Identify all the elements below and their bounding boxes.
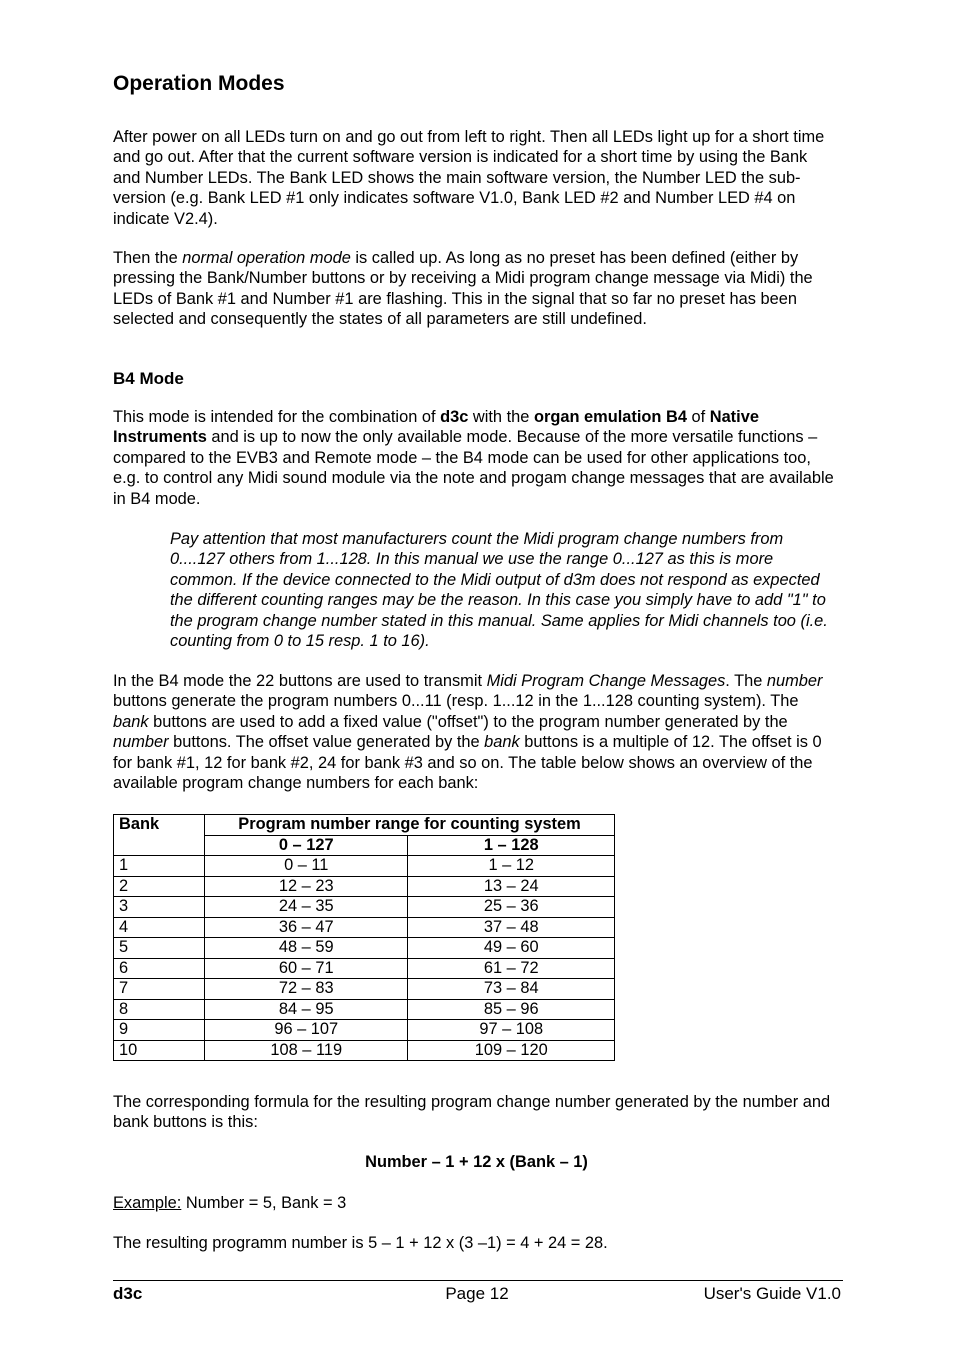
table-row xyxy=(114,1040,615,1061)
counting-note: Pay attention that most manufacturers count the Midi program change numbers from 0....127 others from 1...128. In this manual we use the range 0...127 as this is more common. If the device connected to the Midi output of d3m does not respond as expected the different counting ranges may be the reason. In this case you simply have to add "1" to the program change number stated in this manual. Same applies for Midi channels too (i.e. counting from 0 to 15 resp. 1 to 16). xyxy=(170,530,828,651)
table-row xyxy=(114,999,615,1020)
cell-range-a: 24 – 35 xyxy=(205,897,408,918)
p4-text-i: buttons. The offset value generated by the xyxy=(168,733,485,752)
program-change-paragraph xyxy=(113,671,835,793)
cell-range-b: 61 – 72 xyxy=(408,958,615,979)
p4-italic-d: number xyxy=(766,672,823,690)
p4-text-g: buttons are used to add a fixed value ("offset") to the program number generated by the xyxy=(148,712,788,731)
cell-bank: 8 xyxy=(114,999,205,1020)
cell-range-a: 96 – 107 xyxy=(205,1020,408,1041)
normal-mode-paragraph xyxy=(113,248,835,330)
footer-product: d3c xyxy=(113,1284,143,1303)
p4-text-c: . The xyxy=(725,672,767,690)
p4-italic-b: Midi Program Change Messages xyxy=(486,672,726,690)
cell-bank: 2 xyxy=(114,876,205,897)
cell-range-b: 109 – 120 xyxy=(408,1040,615,1061)
cell-range-b: 37 – 48 xyxy=(408,917,615,938)
p4-text-e: buttons generate the program numbers 0...11 (resp. 1...12 in the 1...128 counting system). The xyxy=(113,692,799,711)
table-header-row xyxy=(114,815,615,836)
page-heading: Operation Modes xyxy=(113,72,285,95)
cell-bank: 7 xyxy=(114,979,205,1000)
cell-bank: 10 xyxy=(114,1040,205,1061)
subheader-1-128: 1 – 128 xyxy=(408,835,615,856)
cell-range-b: 13 – 24 xyxy=(408,876,615,897)
cell-bank: 3 xyxy=(114,897,205,918)
example-text: Number = 5, Bank = 3 xyxy=(181,1194,347,1212)
cell-range-b: 73 – 84 xyxy=(408,979,615,1000)
cell-range-a: 84 – 95 xyxy=(205,999,408,1020)
table-row xyxy=(114,979,615,1000)
cell-bank: 9 xyxy=(114,1020,205,1041)
table-row xyxy=(114,856,615,877)
p4-text-k: buttons is a multiple of 12. The offset is 0 for bank #1, 12 for bank #2, 24 for bank #3 and so on. The table below shows an overview of the available program change numbers for each bank: xyxy=(113,733,822,793)
p2-text-a: Then the xyxy=(113,249,183,267)
example-label: Example: xyxy=(113,1194,182,1212)
intro-paragraph: After power on all LEDs turn on and go out from left to right. Then all LEDs light up for a short time and go out. After that the current software version is indicated for a short time by using the Bank and Number LEDs. The Bank LED shows the main software version, the Number LED the sub-version (e.g. Bank LED #1 only indicates software V1.0, Bank LED #2 and Number LED #4 on indicate V2.4). xyxy=(113,128,825,228)
result-line: The resulting programm number is 5 – 1 + 12 x (3 –1) = 4 + 24 = 28. xyxy=(113,1234,608,1252)
cell-range-a: 0 – 11 xyxy=(205,856,408,877)
formula: Number – 1 + 12 x (Bank – 1) xyxy=(365,1153,588,1171)
p2-italic-term: normal operation mode xyxy=(182,249,351,267)
p3-text-a: This mode is intended for the combination of xyxy=(113,408,441,426)
header-range: Program number range for counting system xyxy=(205,815,615,836)
section-heading-b4-mode: B4 Mode xyxy=(113,369,184,388)
footer-page-number: Page 12 xyxy=(445,1284,509,1303)
cell-range-a: 108 – 119 xyxy=(205,1040,408,1061)
cell-range-b: 85 – 96 xyxy=(408,999,615,1020)
cell-range-a: 72 – 83 xyxy=(205,979,408,1000)
cell-bank: 6 xyxy=(114,958,205,979)
p3-text-g: and is up to now the only available mode. Because of the more versatile functions – compared to the EVB3 and Remote mode – the B4 mode can be used for other applications too, e.g. to control any Midi sound module via the note and progam change messages that are available in B4 mode. xyxy=(113,428,834,508)
cell-range-a: 36 – 47 xyxy=(205,917,408,938)
footer-divider xyxy=(113,1280,843,1281)
table-row xyxy=(114,897,615,918)
cell-bank: 4 xyxy=(114,917,205,938)
cell-range-b: 97 – 108 xyxy=(408,1020,615,1041)
subheader-0-127: 0 – 127 xyxy=(205,835,408,856)
cell-bank: 5 xyxy=(114,938,205,959)
p3-bold-organ: organ emulation B4 xyxy=(533,408,687,426)
footer-guide-version: User's Guide V1.0 xyxy=(703,1284,841,1303)
cell-bank: 1 xyxy=(114,856,205,877)
cell-range-b: 1 – 12 xyxy=(408,856,615,877)
p3-bold-d3c: d3c xyxy=(440,408,469,426)
cell-range-b: 25 – 36 xyxy=(408,897,615,918)
formula-intro-paragraph: The corresponding formula for the resulting program change number generated by the number and bank buttons is this: xyxy=(113,1093,831,1132)
cell-range-a: 48 – 59 xyxy=(205,938,408,959)
example-line xyxy=(113,1194,346,1213)
table-row xyxy=(114,876,615,897)
p4-italic-h: number xyxy=(113,733,169,752)
table-row xyxy=(114,958,615,979)
p2-text-c: is called up. As long as no preset has been defined (either by pressing the Bank/Number buttons or by receiving a Midi program change message via Midi) the LEDs of Bank #1 and Number #1 are flashing. This in the signal that so far no preset has been selected and consequently the states of all parameters are still undefined. xyxy=(113,249,813,329)
p3-text-e: of xyxy=(686,408,710,426)
table-row xyxy=(114,917,615,938)
p4-text-a: In the B4 mode the 22 buttons are used to transmit xyxy=(113,672,487,690)
p4-italic-j: bank xyxy=(484,733,520,752)
p3-text-c: with the xyxy=(468,408,534,426)
p3-bold-ni: Native Instruments xyxy=(113,408,759,447)
bank-range-table xyxy=(113,814,615,1061)
cell-range-a: 60 – 71 xyxy=(205,958,408,979)
b4-mode-paragraph xyxy=(113,407,835,509)
table-row xyxy=(114,938,615,959)
table-row xyxy=(114,1020,615,1041)
p4-italic-f: bank xyxy=(113,712,149,731)
header-bank: Bank xyxy=(114,815,205,856)
cell-range-b: 49 – 60 xyxy=(408,938,615,959)
cell-range-a: 12 – 23 xyxy=(205,876,408,897)
